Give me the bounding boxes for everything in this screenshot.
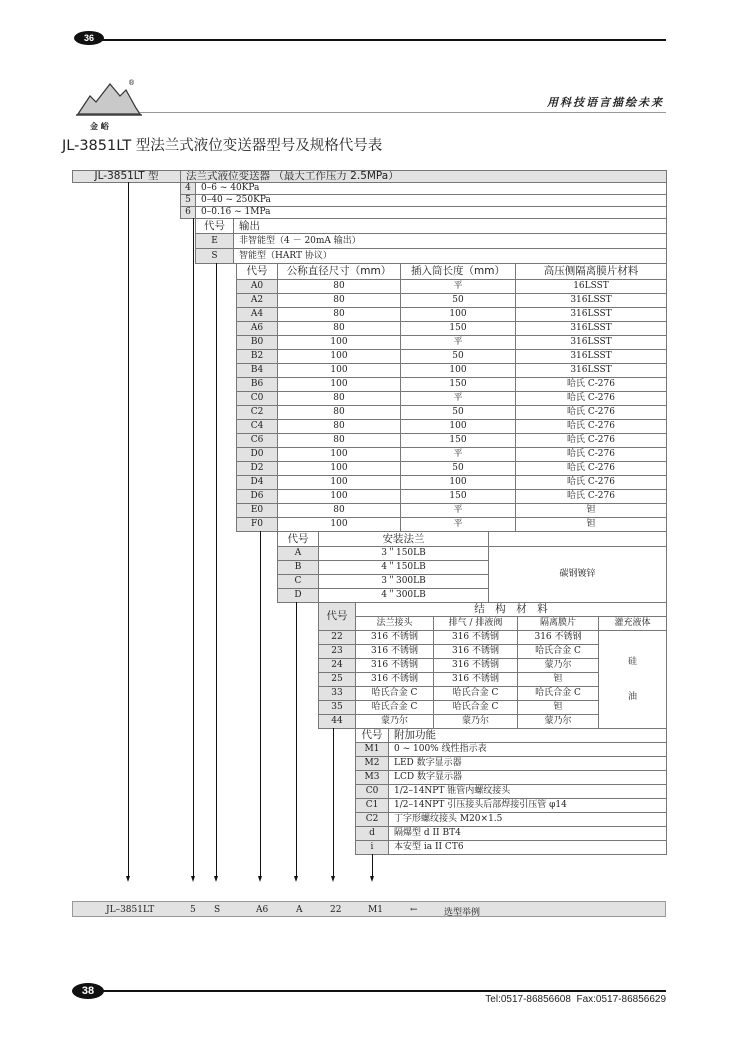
flange-size-cell: 80 — [277, 321, 401, 336]
logo-registered-mark: ® — [128, 79, 135, 87]
option-desc: 0 ~ 100% 线性指示表 — [388, 742, 667, 757]
option-code: M2 — [355, 756, 389, 771]
structure-cell: 33 — [318, 686, 356, 701]
structure-cell: 316 不锈钢 — [355, 630, 434, 645]
fill-fluid-cell — [598, 630, 667, 729]
range-code: 4 — [180, 182, 196, 195]
option-code: M1 — [355, 742, 389, 757]
structure-cell: 316 不锈钢 — [433, 658, 518, 673]
flange-size-cell: 100 — [400, 307, 516, 322]
option-desc: 丁字形螺纹接头 M20×1.5 — [388, 812, 667, 827]
down-arrow-icon — [294, 876, 298, 882]
down-arrow-icon — [331, 876, 335, 882]
install-material-cell: 碳钢镀锌 — [488, 546, 667, 603]
option-code: d — [355, 826, 389, 841]
install-empty-cell — [488, 531, 667, 547]
flange-size-cell: 80 — [277, 279, 401, 294]
output-code-header: 代号 — [195, 218, 234, 234]
flange-size-cell: 150 — [400, 321, 516, 336]
structure-cell: 316 不锈钢 — [355, 672, 434, 687]
slogan: 用科技语言描绘未来 — [547, 96, 664, 109]
flange-size-cell: 316LSST — [515, 293, 667, 308]
flange-size-cell: B0 — [236, 335, 278, 350]
structure-cell: 35 — [318, 700, 356, 715]
flange-size-cell: 100 — [277, 489, 401, 504]
flange-size-cell: E0 — [236, 503, 278, 518]
contact-info: Tel:0517-86856608 Fax:0517-86856629 — [485, 994, 666, 1005]
install-desc: 4＂150LB — [318, 560, 489, 575]
example-code-part: A6 — [256, 905, 269, 915]
structure-cell: 蒙乃尔 — [517, 714, 599, 729]
flange-size-cell: A6 — [236, 321, 278, 336]
down-arrow-icon — [126, 876, 130, 882]
flange-size-cell: 平 — [400, 335, 516, 350]
example-code-part: S — [214, 905, 221, 915]
structure-cell: 钽 — [517, 700, 599, 715]
install-code-header: 代号 — [277, 531, 319, 547]
flange-size-cell: B6 — [236, 377, 278, 392]
structure-cell: 蒙乃尔 — [517, 658, 599, 673]
flange-size-cell: 哈氏 C-276 — [515, 475, 667, 490]
flange-size-cell: C2 — [236, 405, 278, 420]
install-code: C — [277, 574, 319, 589]
flange-size-cell: 100 — [400, 475, 516, 490]
structure-cell: 哈氏合金 C — [517, 686, 599, 701]
structure-cell: 哈氏合金 C — [355, 700, 434, 715]
option-code: C0 — [355, 784, 389, 799]
page-number-badge: 38 — [72, 983, 104, 999]
structure-cell: 316 不锈钢 — [433, 630, 518, 645]
flange-size-cell: 80 — [277, 433, 401, 448]
flange-size-cell: D0 — [236, 447, 278, 462]
flange-size-header: 插入筒长度（mm） — [400, 263, 516, 280]
flange-size-cell: 平 — [400, 279, 516, 294]
structure-cell: 22 — [318, 630, 356, 645]
flange-size-cell: 100 — [277, 461, 401, 476]
install-header: 安装法兰 — [318, 531, 489, 547]
install-desc: 3＂300LB — [318, 574, 489, 589]
header-rule — [140, 112, 666, 113]
flange-size-cell: 150 — [400, 433, 516, 448]
flange-size-cell: 哈氏 C-276 — [515, 489, 667, 504]
flange-size-cell: D6 — [236, 489, 278, 504]
flange-size-header: 公称直径尺寸（mm） — [277, 263, 401, 280]
fill-fluid-text: 油 — [627, 691, 637, 702]
flange-size-cell: 100 — [400, 363, 516, 378]
option-desc: LED 数字显示器 — [388, 756, 667, 771]
structure-cell: 钽 — [517, 672, 599, 687]
option-code: C2 — [355, 812, 389, 827]
model-cell: JL-3851LT 型 — [72, 170, 181, 183]
option-desc: 1/2–14NPT 锥管内螺纹接头 — [388, 784, 667, 799]
structure-cell: 哈氏合金 C — [355, 686, 434, 701]
guide-line — [333, 728, 334, 876]
example-code-part: M1 — [368, 905, 383, 915]
flange-size-cell: 80 — [277, 307, 401, 322]
model-desc-cell: 法兰式液位变送器 （最大工作压力 2.5MPa） — [180, 170, 667, 183]
install-desc: 4＂300LB — [318, 588, 489, 603]
structure-cell: 蒙乃尔 — [355, 714, 434, 729]
flange-size-cell: 钽 — [515, 503, 667, 518]
flange-size-header: 代号 — [236, 263, 278, 280]
example-code-part: JL–3851LT — [106, 905, 155, 915]
flange-size-cell: B4 — [236, 363, 278, 378]
range-code: 6 — [180, 206, 196, 219]
flange-size-cell: A4 — [236, 307, 278, 322]
flange-size-cell: 80 — [277, 391, 401, 406]
guide-line — [128, 182, 129, 876]
flange-size-cell: D4 — [236, 475, 278, 490]
flange-size-cell: A0 — [236, 279, 278, 294]
output-desc: 智能型（HART 协议） — [233, 248, 667, 264]
structure-group-header: 结 构 材 料 — [355, 602, 667, 617]
logo-text: 金 峪 — [90, 121, 109, 131]
guide-line — [193, 218, 194, 876]
down-arrow-icon — [191, 876, 195, 882]
flange-size-cell: 钽 — [515, 517, 667, 532]
flange-size-cell: 100 — [277, 517, 401, 532]
down-arrow-icon — [214, 876, 218, 882]
fill-fluid-text: 硅 — [627, 656, 637, 667]
output-header: 输出 — [233, 218, 667, 234]
flange-size-cell: B2 — [236, 349, 278, 364]
flange-size-cell: 80 — [277, 405, 401, 420]
flange-size-header: 高压侧隔离膜片材料 — [515, 263, 667, 280]
output-desc: 非智能型（4 － 20mA 输出） — [233, 233, 667, 249]
flange-size-cell: 100 — [277, 377, 401, 392]
structure-cell: 44 — [318, 714, 356, 729]
install-code: D — [277, 588, 319, 603]
flange-size-cell: 平 — [400, 447, 516, 462]
flange-size-cell: 100 — [277, 349, 401, 364]
flange-size-cell: A2 — [236, 293, 278, 308]
flange-size-cell: 100 — [277, 447, 401, 462]
structure-cell: 316 不锈钢 — [355, 644, 434, 659]
guide-line — [296, 602, 297, 876]
flange-size-cell: C6 — [236, 433, 278, 448]
range-desc: 0–40 ~ 250KPa — [195, 194, 667, 207]
structure-header: 灌充液体 — [598, 616, 667, 631]
structure-cell: 24 — [318, 658, 356, 673]
flange-size-cell: 100 — [400, 419, 516, 434]
options-code-header: 代号 — [355, 728, 389, 743]
install-desc: 3＂150LB — [318, 546, 489, 561]
install-code: A — [277, 546, 319, 561]
down-arrow-icon — [370, 876, 374, 882]
option-desc: LCD 数字显示器 — [388, 770, 667, 785]
output-code: E — [195, 233, 234, 249]
structure-cell: 哈氏合金 C — [433, 686, 518, 701]
options-header: 附加功能 — [388, 728, 667, 743]
example-code-part: 22 — [330, 905, 342, 915]
range-desc: 0–6 ~ 40KPa — [195, 182, 667, 195]
structure-cell: 蒙乃尔 — [433, 714, 518, 729]
option-code: M3 — [355, 770, 389, 785]
structure-cell: 25 — [318, 672, 356, 687]
flange-size-cell: 80 — [277, 293, 401, 308]
flange-size-cell: 哈氏 C-276 — [515, 419, 667, 434]
guide-line — [372, 854, 373, 876]
flange-size-cell: 80 — [277, 419, 401, 434]
flange-size-cell: 哈氏 C-276 — [515, 377, 667, 392]
flange-size-cell: 316LSST — [515, 307, 667, 322]
flange-size-cell: 哈氏 C-276 — [515, 447, 667, 462]
option-desc: 1/2–14NPT 引压接头后部焊接引压管 φ14 — [388, 798, 667, 813]
flange-size-cell: 哈氏 C-276 — [515, 461, 667, 476]
example-code-part: A — [296, 905, 303, 915]
structure-header: 隔离膜片 — [517, 616, 599, 631]
flange-size-cell: 哈氏 C-276 — [515, 405, 667, 420]
structure-code-header: 代号 — [318, 602, 356, 631]
flange-size-cell: 100 — [277, 363, 401, 378]
example-label: 选型举例 — [444, 908, 481, 918]
range-desc: 0–0.16 ~ 1MPa — [195, 206, 667, 219]
structure-cell: 316 不锈钢 — [517, 630, 599, 645]
flange-size-cell: 100 — [277, 335, 401, 350]
example-code-part: 5 — [190, 905, 196, 915]
flange-size-cell: 80 — [277, 503, 401, 518]
flange-size-cell: F0 — [236, 517, 278, 532]
down-arrow-icon — [258, 876, 262, 882]
flange-size-cell: C4 — [236, 419, 278, 434]
flange-size-cell: 平 — [400, 503, 516, 518]
flange-size-cell: 316LSST — [515, 321, 667, 336]
page-number-badge-top: 36 — [74, 31, 104, 45]
flange-size-cell: D2 — [236, 461, 278, 476]
flange-size-cell: 哈氏 C-276 — [515, 391, 667, 406]
flange-size-cell: 50 — [400, 405, 516, 420]
flange-size-cell: 316LSST — [515, 363, 667, 378]
flange-size-cell: 150 — [400, 377, 516, 392]
flange-size-cell: 平 — [400, 391, 516, 406]
flange-size-cell: C0 — [236, 391, 278, 406]
flange-size-cell: 316LSST — [515, 349, 667, 364]
structure-header: 法兰接头 — [355, 616, 434, 631]
left-arrow-icon: ← — [410, 905, 418, 915]
structure-cell: 哈氏合金 C — [517, 644, 599, 659]
output-code: S — [195, 248, 234, 264]
structure-cell: 316 不锈钢 — [433, 644, 518, 659]
option-code: i — [355, 840, 389, 855]
option-desc: 本安型 ia II CT6 — [388, 840, 667, 855]
structure-cell: 316 不锈钢 — [355, 658, 434, 673]
structure-header: 排气 / 排液阀 — [433, 616, 518, 631]
option-code: C1 — [355, 798, 389, 813]
flange-size-cell: 100 — [277, 475, 401, 490]
footer-rule — [100, 990, 666, 992]
flange-size-cell: 150 — [400, 489, 516, 504]
guide-line — [216, 263, 217, 876]
install-code: B — [277, 560, 319, 575]
flange-size-cell: 50 — [400, 293, 516, 308]
flange-size-cell: 50 — [400, 461, 516, 476]
flange-size-cell: 16LSST — [515, 279, 667, 294]
flange-size-cell: 50 — [400, 349, 516, 364]
top-rule — [100, 39, 666, 41]
flange-size-cell: 316LSST — [515, 335, 667, 350]
structure-cell: 哈氏合金 C — [433, 700, 518, 715]
flange-size-cell: 平 — [400, 517, 516, 532]
guide-line — [260, 531, 261, 876]
structure-cell: 316 不锈钢 — [433, 672, 518, 687]
flange-size-cell: 哈氏 C-276 — [515, 433, 667, 448]
range-code: 5 — [180, 194, 196, 207]
structure-cell: 23 — [318, 644, 356, 659]
option-desc: 隔爆型 d II BT4 — [388, 826, 667, 841]
page-title: JL-3851LT 型法兰式液位变送器型号及规格代号表 — [62, 138, 383, 154]
